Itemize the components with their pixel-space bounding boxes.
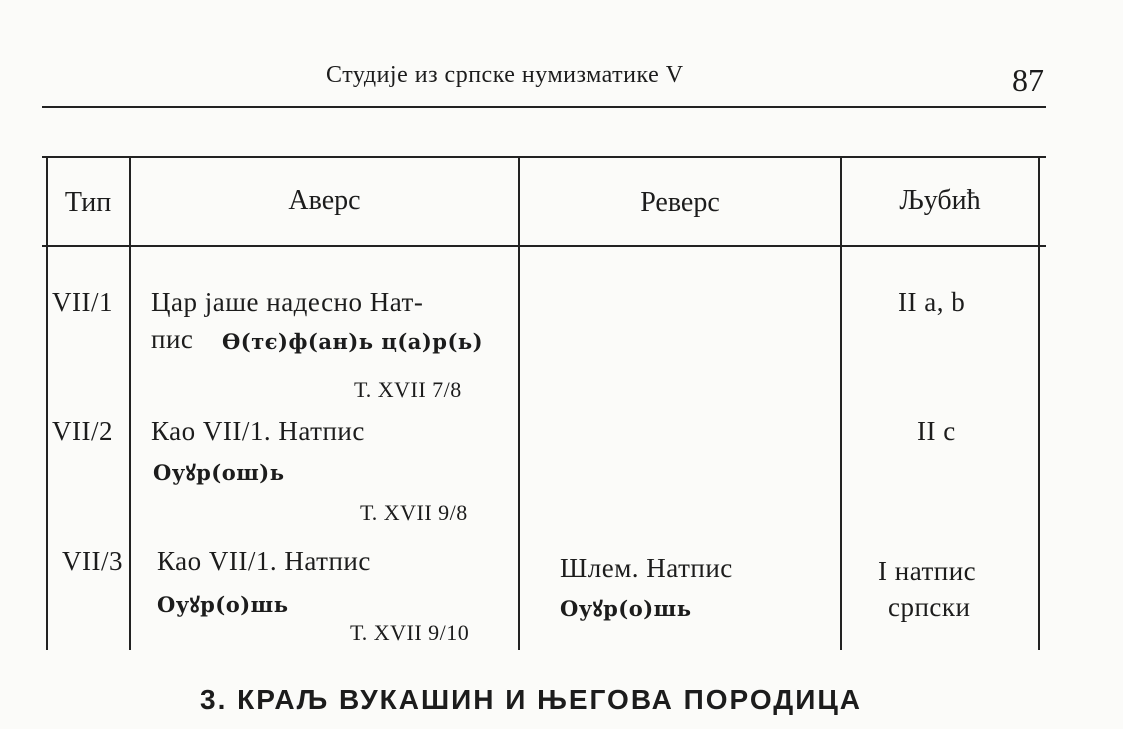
type-cell: VII/1 <box>52 287 113 317</box>
column-rule-2 <box>518 157 520 650</box>
column-header-ljubic: Љубић <box>899 185 981 216</box>
section-heading: 3. КРАЉ ВУКАШИН И ЊЕГОВА ПОРОДИЦА <box>200 684 863 715</box>
column-header-obverse: Аверс <box>288 185 361 216</box>
column-rule-right <box>1038 157 1040 650</box>
column-header-type: Тип <box>64 187 112 218</box>
ljubic-cell: II c <box>917 416 956 446</box>
column-rule-3 <box>840 157 842 650</box>
ljubic-cell-line2: српски <box>888 592 971 622</box>
obverse-text-prefix: пис <box>151 324 194 354</box>
obverse-inscription: Ѳ(тє)ф(ан)ь ц(а)р(ь) <box>222 329 484 354</box>
header-rule <box>42 106 1046 108</box>
obverse-inscription: Оуꙋр(о)шь <box>157 592 289 617</box>
table-header-rule <box>42 245 1046 247</box>
ljubic-cell: I натпис <box>878 556 977 586</box>
plate-reference: Т. XVII 9/10 <box>350 620 470 645</box>
running-title: Студије из српске нумизматике V <box>326 62 684 88</box>
type-cell: VII/2 <box>52 416 113 446</box>
obverse-inscription: Оуꙋр(ош)ь <box>153 460 285 485</box>
page-number: 87 <box>1012 62 1044 98</box>
obverse-text-line: Као VII/1. Натпис <box>151 416 365 446</box>
table-top-rule <box>42 156 1046 158</box>
reverse-text-line: Шлем. Натпис <box>560 553 733 583</box>
obverse-text-line: Цар јаше надесно Нат- <box>151 287 424 317</box>
column-rule-left <box>46 157 48 650</box>
type-cell: VII/3 <box>62 546 123 576</box>
column-header-reverse: Реверс <box>640 187 720 218</box>
column-rule-1 <box>129 157 131 650</box>
ljubic-cell: II a, b <box>898 287 966 317</box>
plate-reference: Т. XVII 7/8 <box>354 377 462 402</box>
obverse-text-line: Као VII/1. Натпис <box>157 546 371 576</box>
plate-reference: Т. XVII 9/8 <box>360 500 468 525</box>
reverse-inscription: Оуꙋр(о)шь <box>560 596 692 621</box>
